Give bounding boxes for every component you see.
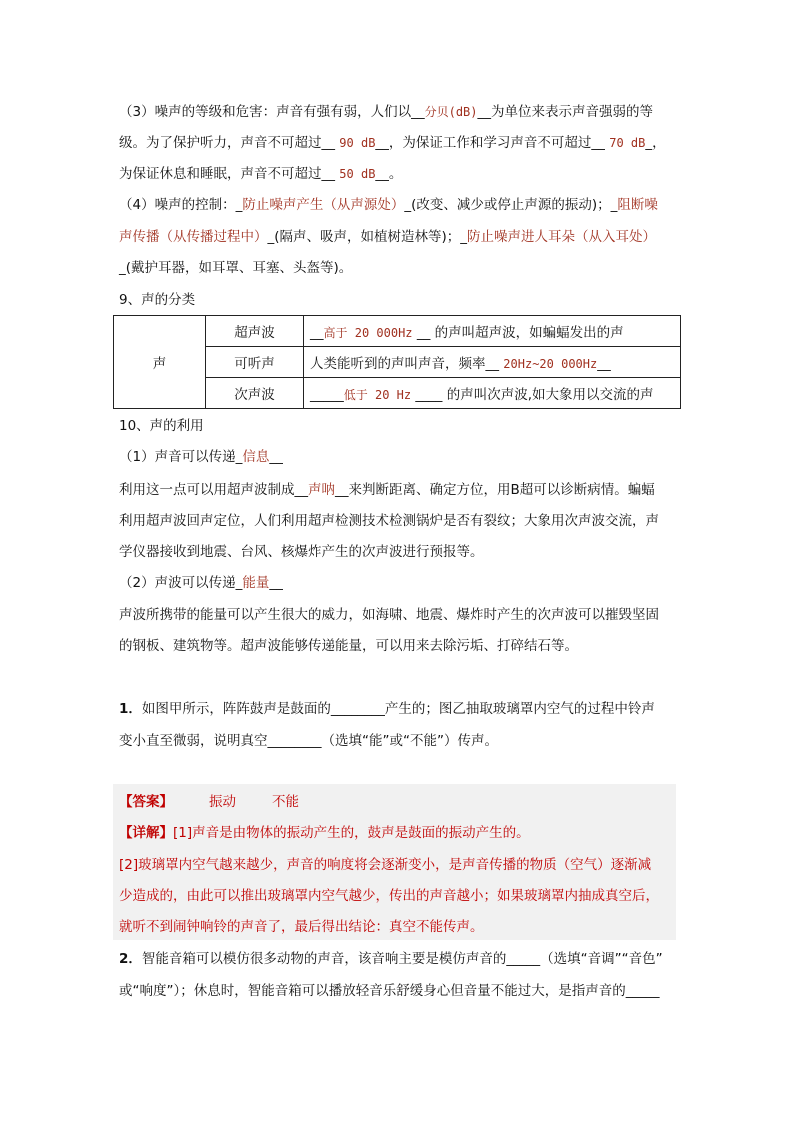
- text: __来判断距离、确定方位，用B超可以诊断病情。蝙蝠: [335, 482, 655, 498]
- answer-text: 防止噪声进人耳朵（从入耳处）: [467, 229, 657, 245]
- paragraph-line: [119, 480, 655, 500]
- answer-text: 声呐: [308, 482, 335, 498]
- sound-kind-cell: 可听声: [206, 347, 304, 378]
- paragraph-line: 声波所携带的能量可以产生很大的威力，如海啸、地震、爆炸时产生的次声波可以摧毁坚固: [119, 607, 659, 623]
- text: __，为保证工作和学习声音不可超过__: [375, 135, 610, 151]
- sound-kind-cell: 次声波: [206, 378, 304, 409]
- text: __ 的声叫超声波，如蝙蝠发出的声: [412, 325, 624, 341]
- question-number: 1．: [119, 701, 142, 717]
- text: _(改变、减少或停止声源的振动)；_: [404, 197, 618, 213]
- noise-level-line-2: [119, 133, 666, 153]
- detail-text: [1]声音是由物体的振动产生的，鼓声是鼓面的振动产生的。: [173, 825, 530, 841]
- answer-text: 防止噪声产生（从声源处）: [242, 197, 405, 213]
- answer-text: 70 dB: [609, 136, 646, 150]
- detail-line: [119, 823, 530, 843]
- answer-text: 20Hz~20 000Hz: [503, 357, 598, 371]
- question-1-line-1: [119, 699, 655, 719]
- text: __。: [375, 166, 403, 182]
- text: __: [310, 325, 324, 341]
- text: __为单位来表示声音强弱的等: [477, 104, 653, 120]
- text: _(戴护耳器，如耳罩、耳塞、头盔等)。: [119, 260, 353, 276]
- question-1-line-2: 变小直至微弱，说明真空________（选填“能”或“不能”）传声。: [119, 733, 498, 749]
- text: __: [269, 449, 283, 465]
- text: （3）噪声的等级和危害：声音有强有弱，人们以__: [119, 104, 425, 120]
- answer-text: 声传播（从传播过程中）: [119, 229, 268, 245]
- text: 为保证休息和睡眠，声音不可超过__: [119, 166, 340, 182]
- answer-text: 分贝(dB): [424, 105, 478, 119]
- detail-line: 就听不到闹钟响铃的声音了，最后得出结论：真空不能传声。: [119, 919, 484, 935]
- text: （2）声波可以传递_: [119, 575, 243, 591]
- text: _(隔声、吸声，如植树造林等)；_: [267, 229, 468, 245]
- text: _____: [310, 387, 344, 403]
- sound-kind-cell: 超声波: [206, 316, 304, 347]
- answer-text: 信息: [242, 449, 270, 465]
- text: __: [269, 575, 283, 591]
- subsection-info: [119, 447, 283, 467]
- noise-control-line-2: [119, 227, 656, 247]
- sound-desc-cell: [304, 378, 681, 409]
- detail-tag: 【详解】: [119, 825, 173, 841]
- table-head-cell: 声: [114, 316, 206, 409]
- table-row: [114, 316, 681, 347]
- noise-control-line-3: [119, 258, 352, 278]
- paragraph-line: 学仪器接收到地震、台风、核爆炸产生的次声波进行预报等。: [119, 544, 484, 560]
- subsection-energy: [119, 573, 283, 593]
- answer-text: 90 dB: [339, 136, 376, 150]
- noise-level-line-1: [119, 102, 653, 122]
- text: （4）噪声的控制：_: [119, 197, 243, 213]
- answer-line: [119, 792, 299, 812]
- text: ____ 的声叫次声波,如大象用以交流的声: [411, 387, 654, 403]
- answer-text: 低于 20 Hz: [343, 388, 412, 402]
- sound-classification-table: [113, 315, 681, 409]
- question-text: 智能音箱可以模仿很多动物的声音，该音响主要是模仿声音的_____（选填“音调”“音色”: [141, 951, 663, 967]
- text: __: [597, 356, 611, 372]
- answer-tag: 【答案】: [119, 794, 173, 810]
- question-text: 如图甲所示，阵阵鼓声是鼓面的________产生的；图乙抽取玻璃罩内空气的过程中铃声: [141, 701, 655, 717]
- noise-control-line-1: [119, 195, 658, 215]
- paragraph-line: 的钢板、建筑物等。超声波能够传递能量，可以用来去除污垢、打碎结石等。: [119, 638, 578, 654]
- answer-value: 振动: [209, 794, 236, 810]
- question-number: 2．: [119, 951, 142, 967]
- text: 人类能听到的声叫声音，频率__: [310, 356, 504, 372]
- text: _，: [645, 135, 666, 151]
- text: （1）声音可以传递_: [119, 449, 243, 465]
- text: 级。为了保护听力，声音不可超过__: [119, 135, 340, 151]
- paragraph-line: 利用超声波回声定位，人们利用超声检测技术检测锅炉是否有裂纹；大象用次声波交流，声: [119, 513, 659, 529]
- question-2-line-1: [119, 949, 663, 969]
- question-2-line-2: 或“响度”）；休息时，智能音箱可以播放轻音乐舒缓身心但音量不能过大，是指声音的_____: [119, 983, 660, 999]
- detail-line: 少造成的，由此可以推出玻璃罩内空气越少，传出的声音越小；如果玻璃罩内抽成真空后，: [119, 888, 659, 904]
- sound-desc-cell: [304, 347, 681, 378]
- section-9-title: 9、声的分类: [119, 292, 196, 308]
- answer-text: 50 dB: [339, 167, 376, 181]
- answer-text: 能量: [242, 575, 270, 591]
- section-10-title: 10、声的利用: [119, 418, 204, 434]
- sound-desc-cell: [304, 316, 681, 347]
- answer-value: 不能: [272, 794, 299, 810]
- detail-line: [2]玻璃罩内空气越来越少，声音的响度将会逐渐变小，是声音传播的物质（空气）逐渐减: [119, 857, 652, 873]
- answer-text: 阻断噪: [617, 197, 658, 213]
- noise-level-line-3: [119, 164, 402, 184]
- answer-text: 高于 20 000Hz: [323, 326, 413, 340]
- text: 利用这一点可以用超声波制成__: [119, 482, 308, 498]
